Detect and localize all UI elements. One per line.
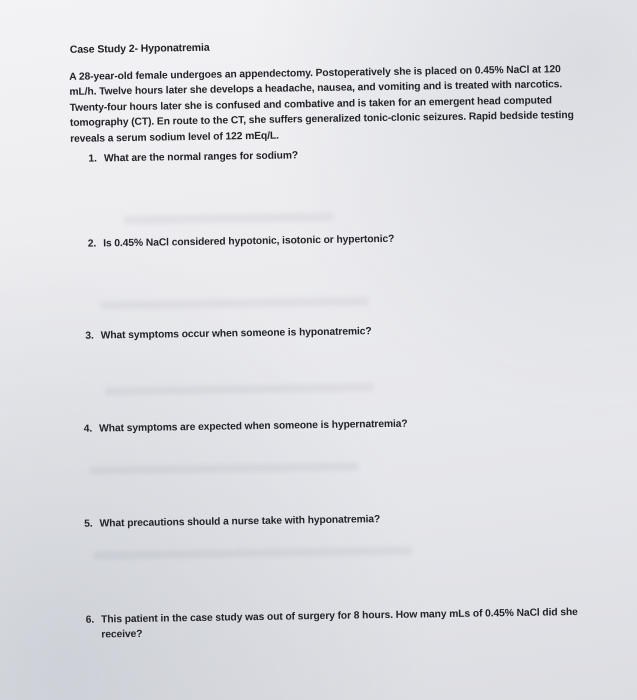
case-study-intro: A 28-year-old female undergoes an appendectomy. Postoperatively she is placed on 0.45% NaCl at 120 mL/h. Twelve hours later she develops a headache, nausea, and vomiting and is treated with narcotics. Twenty-four hours later she is confused and combative and is taken for an emergent head computed tomography (CT). En route to the CT, she suffers generalized tonic-clonic seizures. Rapid bedside testing reveals a serum sodium level of 122 mEq/L. — [69, 64, 574, 145]
question-text: What precautions should a nurse take with hyponatremia? — [99, 514, 381, 530]
question-6 — [86, 605, 606, 644]
question-1 — [88, 148, 298, 167]
bleed-through-mark — [104, 383, 374, 395]
question-number: 3. — [85, 330, 94, 342]
question-text: What symptoms are expected when someone is hypernatremia? — [99, 418, 408, 435]
question-5 — [84, 512, 380, 532]
question-number: 5. — [84, 518, 93, 530]
question-text: Is 0.45% NaCl considered hypotonic, isotonic or hypertonic? — [103, 233, 395, 250]
question-number: 6. — [85, 614, 95, 626]
bleed-through-mark — [100, 297, 370, 309]
question-number: 4. — [83, 423, 93, 435]
question-text: What are the normal ranges for sodium? — [103, 150, 299, 165]
bleed-through-mark — [93, 547, 413, 560]
question-3 — [85, 324, 371, 344]
bleed-through-mark — [89, 462, 359, 474]
case-study-title: Case Study 2- Hyponatremia — [69, 41, 210, 56]
question-number: 1. — [88, 153, 97, 165]
bleed-through-mark — [123, 213, 333, 224]
question-number: 2. — [87, 238, 97, 250]
question-text: What symptoms occur when someone is hyponatremic? — [100, 326, 372, 342]
question-2 — [88, 232, 395, 252]
question-4 — [84, 417, 408, 437]
question-text: This patient in the case study was out of surgery for 8 hours. How many mLs of 0.45% NaCl did she receive? — [101, 607, 578, 641]
